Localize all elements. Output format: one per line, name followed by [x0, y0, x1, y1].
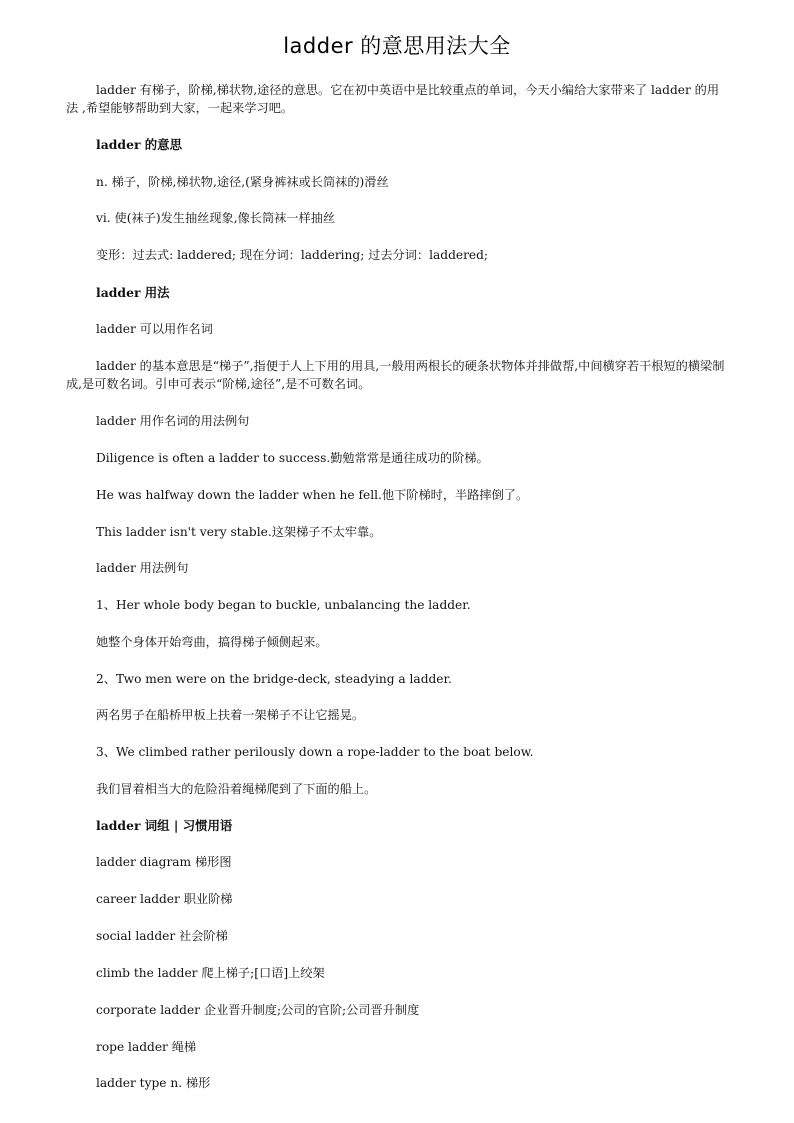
- usage-noun-note: ladder 可以用作名词: [96, 322, 213, 336]
- sentences-heading: ladder 用法例句: [96, 561, 189, 575]
- meaning-noun: n. 梯子，阶梯,梯状物,途径,(紧身裤袜或长筒袜的)滑丝: [96, 175, 389, 189]
- intro-paragraph: ladder 有梯子，阶梯,梯状物,途径的意思。它在初中英语中是比较重点的单词，今天小编给大家带来了 ladder 的用法 ,希望能够帮助到大家，一起来学习吧。: [66, 83, 720, 115]
- meaning-heading: ladder 的意思: [96, 137, 182, 152]
- meaning-verb: vi. 使(袜子)发生抽丝现象,像长筒袜一样抽丝: [96, 211, 336, 225]
- sentence-zh: 她整个身体开始弯曲，搞得梯子倾侧起来。: [96, 635, 328, 649]
- sentence-en: 2、Two men were on the bridge-deck, steadying a ladder.: [96, 672, 452, 686]
- usage-example: Diligence is often a ladder to success.勤勉常常是通往成功的阶梯。: [96, 451, 489, 465]
- phrase-item: rope ladder 绳梯: [96, 1040, 197, 1054]
- phrase-item: career ladder 职业阶梯: [96, 892, 233, 906]
- usage-example: He was halfway down the ladder when he fell.他下阶梯时，半路摔倒了。: [96, 488, 529, 502]
- phrase-item: corporate ladder 企业晋升制度;公司的官阶;公司晋升制度: [96, 1003, 420, 1017]
- usage-example: This ladder isn't very stable.这架梯子不太牢靠。: [96, 525, 382, 539]
- phrase-item: ladder diagram 梯形图: [96, 855, 232, 869]
- sentence-en: 3、We climbed rather perilously down a rope-ladder to the boat below.: [96, 745, 534, 759]
- sentence-zh: 我们冒着相当大的危险沿着绳梯爬到了下面的船上。: [96, 782, 377, 796]
- sentence-zh: 两名男子在船桥甲板上扶着一架梯子不让它摇晃。: [96, 708, 365, 722]
- usage-description: ladder 的基本意思是“梯子”,指便于人上下用的用具,一般用两根长的硬条状物体并排做帮,中间横穿若干根短的横梁制成,是可数名词。引申可表示“阶梯,途径”,是不可数名词。: [66, 359, 725, 391]
- usage-examples-heading: ladder 用作名词的用法例句: [96, 414, 250, 428]
- sentence-en: 1、Her whole body began to buckle, unbalancing the ladder.: [96, 598, 471, 612]
- meaning-forms: 变形：过去式: laddered; 现在分词：laddering; 过去分词：laddered;: [96, 248, 489, 262]
- page-title: ladder 的意思用法大全: [283, 34, 511, 58]
- phrase-item: social ladder 社会阶梯: [96, 929, 228, 943]
- phrases-heading: ladder 词组 | 习惯用语: [96, 818, 233, 833]
- usage-heading: ladder 用法: [96, 285, 170, 300]
- phrase-item: ladder type n. 梯形: [96, 1076, 211, 1090]
- phrase-item: climb the ladder 爬上梯子;[口语]上绞架: [96, 966, 325, 980]
